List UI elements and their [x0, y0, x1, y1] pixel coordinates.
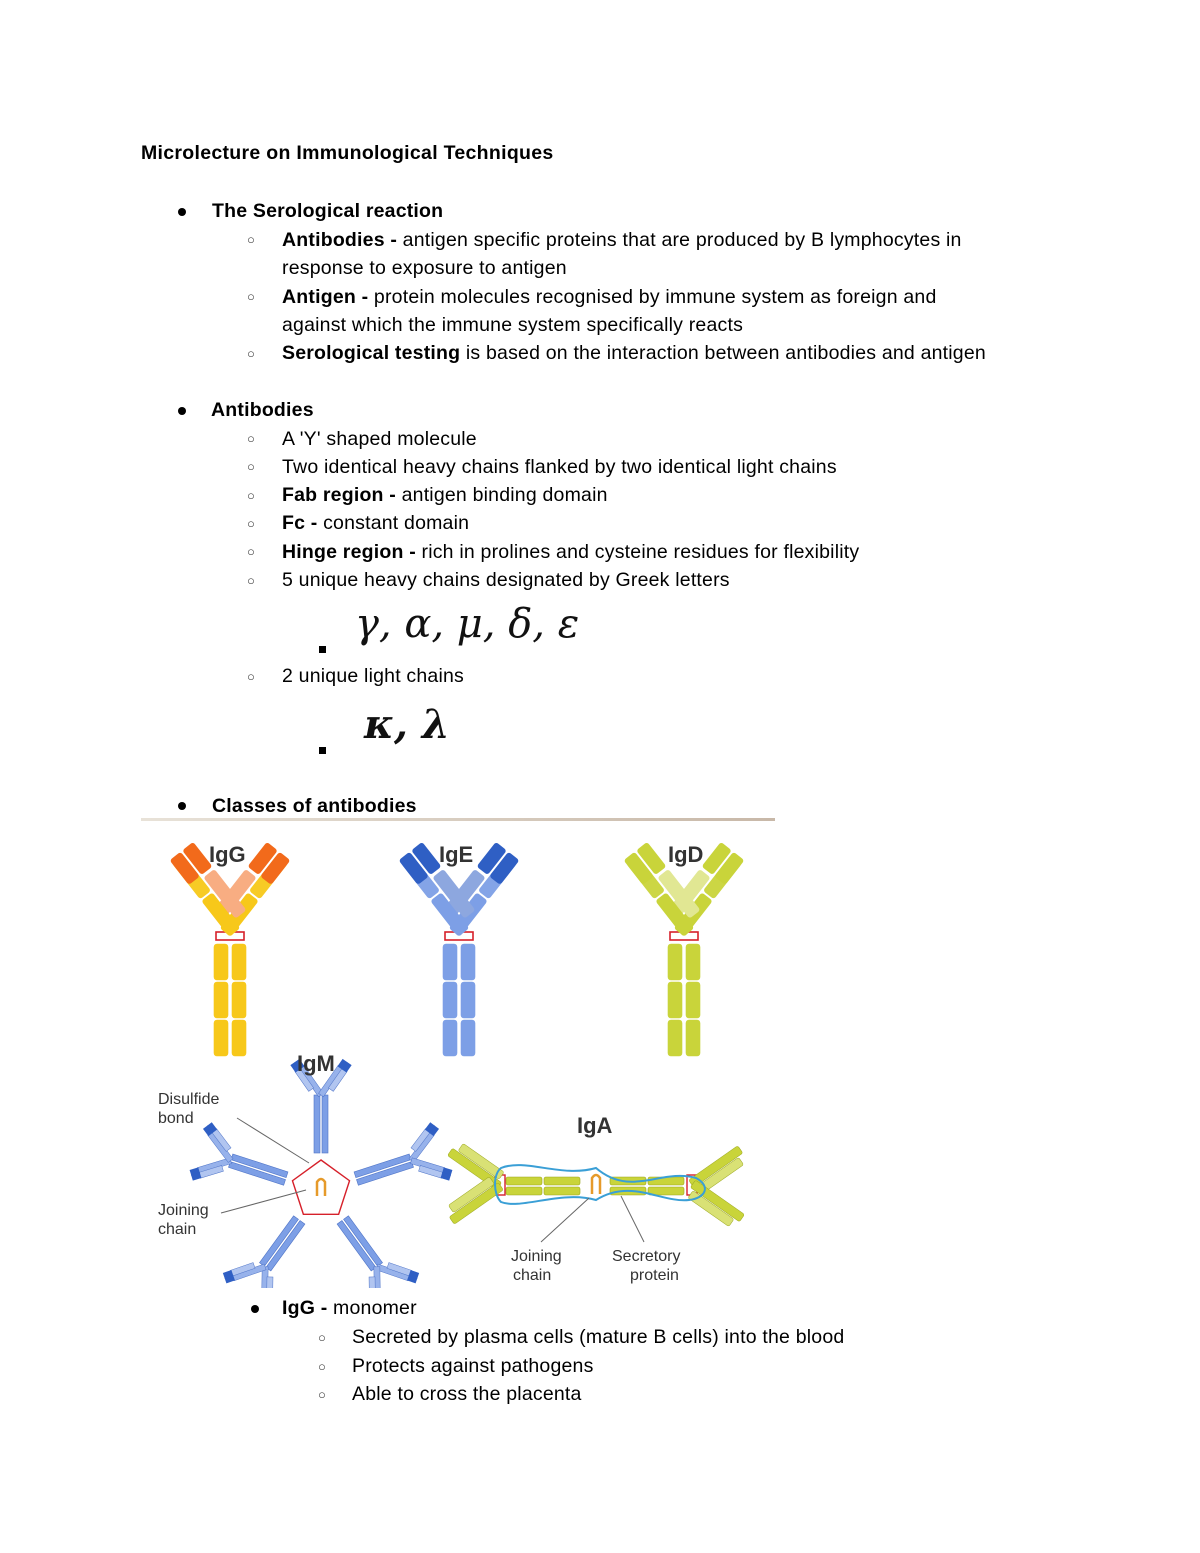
bullet-square	[319, 646, 326, 653]
bullet-square	[319, 747, 326, 754]
antibody-classes-figure	[141, 818, 781, 1288]
list-item: Protects against pathogens	[352, 1355, 594, 1377]
bullet-ring: ○	[247, 488, 255, 503]
igd-diagram	[624, 842, 745, 1056]
pointer-line	[237, 1118, 309, 1163]
fc-domain	[443, 982, 457, 1018]
bullet-ring: ○	[318, 1330, 326, 1345]
bullet-dot	[178, 802, 186, 810]
pointer-line	[221, 1190, 306, 1213]
joining-chain	[317, 1179, 325, 1196]
igm-diagram	[187, 1059, 455, 1288]
heavy-chain	[314, 1095, 320, 1153]
item-term: Fc -	[282, 512, 318, 534]
label-joining: Joining	[158, 1202, 209, 1219]
fc-domain	[443, 944, 457, 980]
item-text: antigen specific proteins that are produced by B lymphocytes in	[397, 229, 962, 251]
light-chain	[267, 1277, 273, 1288]
section-heading-classes: Classes of antibodies	[212, 795, 417, 817]
fc-domain	[443, 1020, 457, 1056]
bullet-ring: ○	[318, 1387, 326, 1402]
section-heading-serological: The Serological reaction	[212, 200, 444, 222]
item-term: Fab region -	[282, 484, 396, 506]
fc-domain	[544, 1177, 580, 1185]
bullet-ring: ○	[247, 232, 255, 247]
label-iga-chain: chain	[513, 1267, 552, 1284]
fc-domain	[461, 944, 475, 980]
page-title: Microlecture on Immunological Techniques	[141, 142, 554, 164]
joining-chain	[592, 1175, 600, 1194]
list-item	[282, 483, 608, 507]
label-bond: bond	[158, 1110, 194, 1127]
fc-domain	[461, 1020, 475, 1056]
fc-domain	[686, 1020, 700, 1056]
igm-arm	[190, 1158, 233, 1181]
pointer-line	[541, 1198, 589, 1242]
bullet-ring: ○	[247, 346, 255, 361]
item-text: antigen binding domain	[395, 484, 608, 506]
fc-domain	[648, 1177, 684, 1185]
bullet-ring: ○	[247, 516, 255, 531]
pointer-line	[621, 1196, 644, 1242]
fc-domain	[668, 982, 682, 1018]
label-iga: IgA	[577, 1113, 613, 1138]
list-item	[282, 540, 859, 564]
fc-domain	[506, 1177, 542, 1185]
bullet-ring: ○	[318, 1359, 326, 1374]
label-chain: chain	[158, 1221, 197, 1238]
list-item: Two identical heavy chains flanked by two identical light chains	[282, 456, 837, 478]
bullet-dot	[178, 208, 186, 216]
label-disulfide: Disulfide	[158, 1091, 220, 1108]
label-iga-joining: Joining	[511, 1248, 562, 1265]
fc-domain	[461, 982, 475, 1018]
label-igg: IgG	[209, 842, 246, 867]
fc-domain	[214, 982, 228, 1018]
iga-arm	[685, 1180, 745, 1230]
item-text: rich in prolines and cysteine residues for flexibility	[415, 541, 860, 563]
item-text: constant domain	[317, 512, 470, 534]
section-heading-antibodies: Antibodies	[211, 399, 314, 421]
list-item: 5 unique heavy chains designated by Greek letters	[282, 569, 730, 591]
igm-monomer	[187, 1120, 295, 1207]
label-ige: IgE	[439, 842, 474, 867]
item-continuation: response to exposure to antigen	[282, 257, 567, 279]
label-igd: IgD	[668, 842, 704, 867]
list-item: 2 unique light chains	[282, 665, 464, 687]
light-chain	[369, 1277, 375, 1288]
label-secretory: Secretory	[612, 1248, 681, 1265]
list-item	[282, 511, 469, 535]
item-text: monomer	[327, 1297, 417, 1319]
disulfide-ring	[292, 1160, 349, 1214]
heavy-chain	[322, 1095, 328, 1153]
fc-domain	[668, 1020, 682, 1056]
light-chain-letters: κ, λ	[364, 701, 450, 748]
bullet-ring: ○	[247, 431, 255, 446]
figure-top-rule	[141, 818, 775, 821]
fc-domain	[686, 982, 700, 1018]
list-item	[282, 285, 937, 309]
fc-domain	[668, 944, 682, 980]
list-item-igg	[282, 1296, 417, 1320]
igg-diagram	[170, 842, 291, 1056]
item-term: Serological testing	[282, 342, 461, 364]
list-item: Secreted by plasma cells (mature B cells) into the blood	[352, 1326, 845, 1348]
label-igm: IgM	[297, 1051, 335, 1076]
igm-monomer	[347, 1120, 455, 1207]
bullet-dot	[251, 1305, 259, 1313]
label-protein: protein	[630, 1267, 679, 1284]
fc-domain	[232, 1020, 246, 1056]
fc-domain	[686, 944, 700, 980]
bullet-ring: ○	[247, 544, 255, 559]
iga-arm	[447, 1140, 507, 1190]
bullet-ring: ○	[247, 459, 255, 474]
item-text: protein molecules recognised by immune system as foreign and	[368, 286, 937, 308]
fc-domain	[214, 944, 228, 980]
ige-diagram	[399, 842, 520, 1056]
fc-domain	[232, 944, 246, 980]
bullet-ring: ○	[247, 669, 255, 684]
bullet-dot	[178, 407, 186, 415]
fc-domain	[544, 1187, 580, 1195]
item-text: is based on the interaction between antibodies and antigen	[460, 342, 986, 364]
item-term: IgG -	[282, 1297, 328, 1319]
list-item	[282, 341, 986, 365]
heavy-chain-letters: γ, α, μ, δ, ε	[355, 601, 580, 647]
bullet-ring: ○	[247, 289, 255, 304]
fc-domain	[232, 982, 246, 1018]
igm-arm	[409, 1158, 452, 1181]
list-item: A 'Y' shaped molecule	[282, 428, 477, 450]
bullet-ring: ○	[247, 573, 255, 588]
list-item: Able to cross the placenta	[352, 1383, 582, 1405]
item-term: Hinge region -	[282, 541, 416, 563]
iga-diagram	[443, 1140, 748, 1230]
item-continuation: against which the immune system specifically reacts	[282, 314, 744, 336]
list-item	[282, 228, 962, 252]
item-term: Antibodies -	[282, 229, 398, 251]
fc-domain	[506, 1187, 542, 1195]
item-term: Antigen -	[282, 286, 369, 308]
fc-domain	[214, 1020, 228, 1056]
